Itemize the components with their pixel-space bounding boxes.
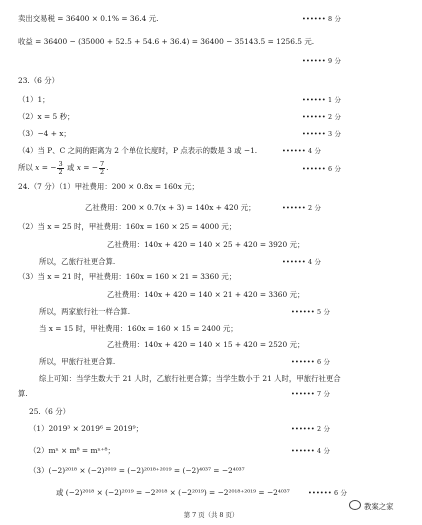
q24-part3-c: 所以，两家旅行社一样合算. <box>39 307 131 316</box>
line-sell-tax: 卖出交易税 = 36400 × 0.1% = 36.4 元. <box>18 14 159 23</box>
q24-part3-a: （3）当 x = 21 时，甲社费用：160x = 160 × 21 = 3360 元； <box>18 272 237 281</box>
q25-part3-alt: 或 (−2)²⁰¹⁸ × (−2)²⁰¹⁹ = −2²⁰¹⁸ × (−2²⁰¹⁹) = −2²⁰¹⁸⁺²⁰¹⁹ = −2⁴⁰³⁷ <box>56 488 290 497</box>
var-x: x <box>35 163 40 172</box>
q24-part2-b: 乙社费用：140x + 420 = 140 × 25 + 420 = 3920 元； <box>107 240 305 249</box>
score-q23-3: •••••• 3 分 <box>302 130 342 138</box>
equals-2: = <box>83 163 90 172</box>
q23-part1: （1）1； <box>18 95 50 104</box>
equals: = <box>41 163 48 172</box>
score-q25-6: •••••• 6 分 <box>308 489 348 497</box>
fraction-3-2: $\frac{3}{2}$ <box>58 159 63 176</box>
score-q23-2: •••••• 2 分 <box>302 113 342 121</box>
q25-heading: 25.（6 分） <box>29 407 70 416</box>
or-word: 或 <box>66 163 75 172</box>
score-q25-4: •••••• 4 分 <box>291 447 331 455</box>
score-q24-5: •••••• 5 分 <box>291 308 331 316</box>
q25-part1: （1）2019³ × 2019⁶ = 2019⁹； <box>29 424 143 433</box>
score-q23-1: •••••• 1 分 <box>302 96 342 104</box>
q25-part2: （2）mⁿ × m⁸ = mⁿ⁺⁸； <box>29 446 115 455</box>
score-q24-4: •••••• 4 分 <box>282 258 322 266</box>
q24-part3-b: 乙社费用：140x + 420 = 140 × 21 + 420 = 3360 元； <box>107 290 305 299</box>
score-8: •••••• 8 分 <box>302 15 342 23</box>
score-q25-2: •••••• 2 分 <box>291 425 331 433</box>
q23-prefix: 所以 <box>18 163 33 172</box>
score-q23-4: •••••• 4 分 <box>282 147 322 155</box>
q24-part1: 24.（7 分）（1）甲社费用：200 × 0.8x = 160x 元； <box>18 182 199 191</box>
var-x-2: x <box>76 163 81 172</box>
watermark-text: 教案之家 <box>364 502 394 511</box>
page-footer: 第 7 页（共 8 页） <box>183 511 239 519</box>
wechat-icon <box>349 500 361 510</box>
q25-part3: （3）(−2)²⁰¹⁸ × (−2)²⁰¹⁹ = (−2)²⁰¹⁸⁺²⁰¹⁹ = (−2)⁴⁰³⁷ = −2⁴⁰³⁷ <box>29 466 245 475</box>
q23-part3: （3）−4 + x； <box>18 129 71 138</box>
score-q24-2: •••••• 2 分 <box>282 204 322 212</box>
q24-part1-b: 乙社费用：200 × 0.7(x + 3) = 140x + 420 元； <box>85 203 256 212</box>
line-profit: 收益 = 36400 − (35000 + 52.5 + 54.6 + 36.4) = 36400 − 35143.5 = 1256.5 元. <box>18 37 315 46</box>
q24-part2-a: （2）当 x = 25 时，甲社费用：160x = 160 × 25 = 4000 元； <box>18 222 237 231</box>
score-9: •••••• 9 分 <box>302 57 342 65</box>
score-q24-7: •••••• 7 分 <box>291 390 331 398</box>
q23-part2: （2）x = 5 秒； <box>18 112 75 121</box>
q24-part3-d: 当 x = 15 时，甲社费用：160x = 160 × 15 = 2400 元； <box>39 324 238 333</box>
q24-part3-e: 乙社费用：140x + 420 = 140 × 15 + 420 = 2520 元； <box>107 340 305 349</box>
q23-heading: 23.（6 分） <box>18 76 59 85</box>
q24-summary-end: 算. <box>18 389 28 398</box>
q24-part2-c: 所以，乙旅行社更合算. <box>39 257 116 266</box>
q24-summary: 综上可知：当学生数大于 21 人时，乙旅行社更合算；当学生数小于 21 人时，甲旅行社更合 <box>39 374 341 383</box>
q23-part4: （4）当 P、C 之间的距离为 2 个单位长度时，P 点表示的数是 3 或 −1. <box>18 146 258 155</box>
q24-part3-f: 所以，甲旅行社更合算. <box>39 357 116 366</box>
score-q24-6: •••••• 6 分 <box>291 358 331 366</box>
score-q23-6: •••••• 6 分 <box>302 165 342 173</box>
q23-conclusion: 所以 x = − $\frac{3}{2}$ 或 x = − $\frac{7}{2}$ . <box>18 159 109 176</box>
fraction-7-2: $\frac{7}{2}$ <box>99 159 105 176</box>
